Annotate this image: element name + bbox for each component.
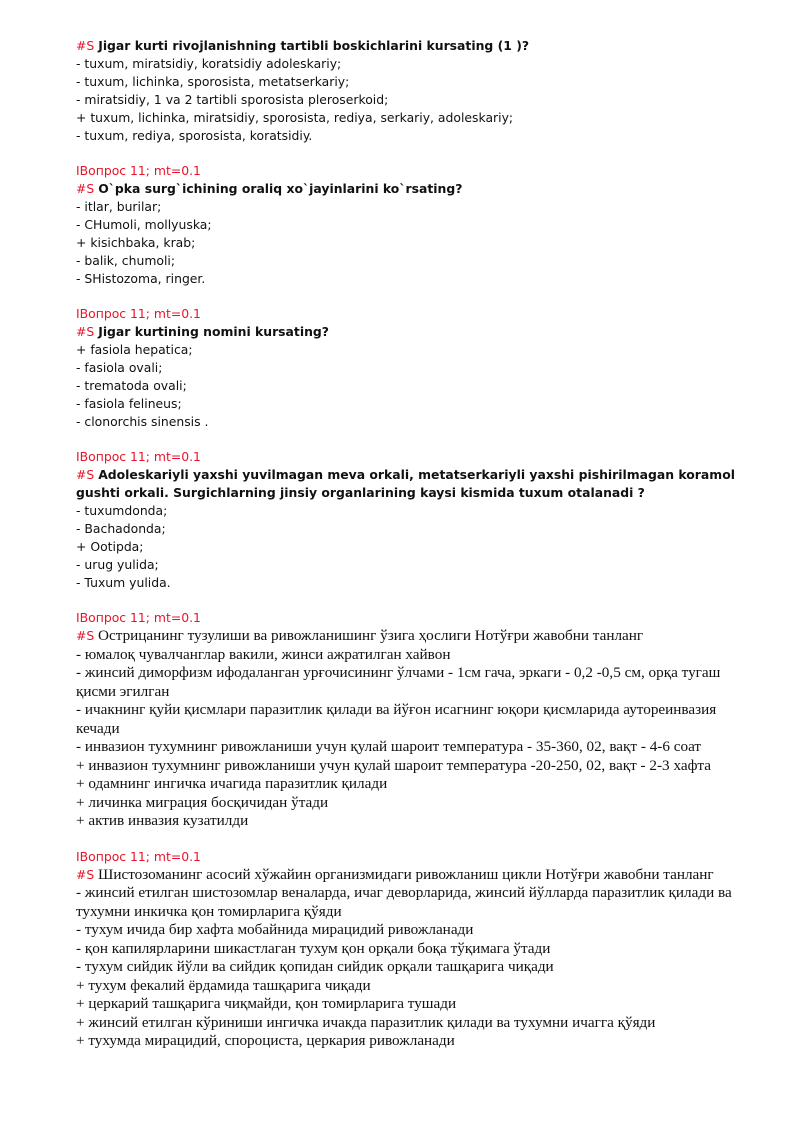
answer-option: + инвазион тухумнинг ривожланиши учун қулай шароит температура -20-250, 02, вақт - 2-3 хафта [76, 756, 711, 774]
question-tag: #S [76, 181, 95, 196]
question-line [76, 466, 756, 502]
answer-option: + жинсий етилган кўриниши ингичка ичакда паразитлик қилади ва тухумни ичагга қўяди [76, 1013, 656, 1031]
answer-option: - tuxum, miratsidiy, koratsidiy adoleskariy; [76, 56, 342, 71]
answer-option: - balik, chumoli; [76, 253, 176, 268]
answer-option: - Bachadonda; [76, 521, 166, 536]
answer-option: - tuxumdonda; [76, 503, 168, 518]
answer-option: - ичакнинг қуйи қисмлари паразитлик қилади ва йўғон исагнинг юқори қисмларида аутореинвазия кечади [76, 701, 717, 737]
question-line [76, 866, 756, 885]
question-header: IВопрос 11; mt=0.1 [76, 306, 201, 321]
answer-option: - жинсий диморфизм ифодаланган урғочисининг ўлчами - 1см гача, эркаги - 0,2 -0,5 см, орқа тугаш қисми эгилган [76, 664, 721, 700]
answer-option: - инвазион тухумнинг ривожланиши учун қулай шароит температура - 35-360, 02, вақт - 4-6 соат [76, 738, 702, 755]
question-tag: #S [76, 866, 95, 882]
question-line [76, 323, 756, 341]
document-page [76, 37, 756, 1068]
answer-option: - жинсий етилган шистозомлар веналарда, ичаг деворларида, жинсий йўлларда паразитлик қилади ва тухумни инкичка қон томирларига қўяди [76, 884, 732, 920]
question-block [76, 37, 756, 145]
answer-option: + kisichbaka, krab; [76, 235, 196, 250]
question-text: Adoleskariyli yaxshi yuvilmagan meva orkali, metatserkariyli yaxshi pishirilmagan koramol gushti orkali. Surgichlarning jinsiy organlarining kaysi kismida tuxum otalanadi ? [76, 467, 735, 500]
answer-option: - miratsidiy, 1 va 2 tartibli sporosista pleroserkoid; [76, 92, 389, 107]
question-line [76, 37, 756, 55]
question-block [76, 848, 756, 1051]
question-text: O`pka surg`ichining oraliq xo`jayinlarini ko`rsating? [98, 181, 463, 196]
answer-option: + тухум фекалий ёрдамида ташқарига чиқади [76, 976, 371, 994]
answer-option: - itlar, burilar; [76, 199, 162, 214]
answer-option: - trematoda ovali; [76, 378, 187, 393]
question-tag: #S [76, 628, 95, 643]
question-line [76, 180, 756, 198]
answer-option: + одамнинг ингичка ичагида паразитлик қилади [76, 775, 388, 792]
answer-option: - тухум ичида бир хафта мобайнида мирацидий ривожланади [76, 921, 474, 938]
answer-option: - clonorchis sinensis . [76, 414, 209, 429]
question-tag: #S [76, 38, 95, 53]
answer-option: - қон капилярларини шикастлаган тухум қон орқали боқа тўқимага ўтади [76, 939, 551, 957]
answer-option: - Tuxum yulida. [76, 575, 171, 590]
answer-option: - tuxum, rediya, sporosista, koratsidiy. [76, 128, 313, 143]
question-header: IВопрос 11; mt=0.1 [76, 848, 201, 864]
answer-option: + tuxum, lichinka, miratsidiy, sporosista, rediya, serkariy, adoleskariy; [76, 110, 514, 125]
answer-option: - CHumoli, mollyuska; [76, 217, 212, 232]
question-block [76, 609, 756, 831]
answer-option: - urug yulida; [76, 557, 159, 572]
question-block [76, 448, 756, 592]
question-text: Jigar kurti rivojlanishning tartibli boskichlarini kursating (1 )? [98, 38, 530, 53]
question-line [76, 627, 756, 646]
question-text: Острицанинг тузулиши ва ривожланишинг ўзига ҳослиги Нотўғри жавобни танланг [98, 627, 644, 644]
question-header: IВопрос 11; mt=0.1 [76, 449, 201, 464]
question-text: Jigar kurtining nomini kursating? [98, 324, 329, 339]
question-block [76, 305, 756, 431]
answer-option: + тухумда мирацидий, спороциста, церкария ривожланади [76, 1032, 455, 1049]
answer-option: + актив инвазия кузатилди [76, 812, 249, 829]
question-tag: #S [76, 467, 95, 482]
answer-option: - юмалоқ чувалчанглар вакили, жинси ажратилган хайвон [76, 645, 451, 663]
answer-option: + Ootipda; [76, 539, 144, 554]
answer-option: - tuxum, lichinka, sporosista, metatserkariy; [76, 74, 350, 89]
question-header: IВопрос 11; mt=0.1 [76, 163, 201, 178]
question-text: Шистозоманинг асосий хўжайин организмидаги ривожланиш цикли Нотўғри жавобни танланг [98, 865, 714, 883]
question-header: IВопрос 11; mt=0.1 [76, 610, 201, 625]
answer-option: + церкарий ташқарига чиқмайди, қон томирларига тушади [76, 995, 457, 1012]
answer-option: - fasiola felineus; [76, 396, 182, 411]
answer-option: + личинка миграция босқичидан ўтади [76, 793, 329, 811]
answer-option: - тухум сийдик йўли ва сийдик қопидан сийдик орқали ташқарига чиқади [76, 958, 554, 975]
answer-option: - fasiola ovali; [76, 360, 163, 375]
question-block [76, 162, 756, 288]
answer-option: + fasiola hepatica; [76, 342, 193, 357]
question-tag: #S [76, 324, 95, 339]
answer-option: - SHistozoma, ringer. [76, 271, 206, 286]
